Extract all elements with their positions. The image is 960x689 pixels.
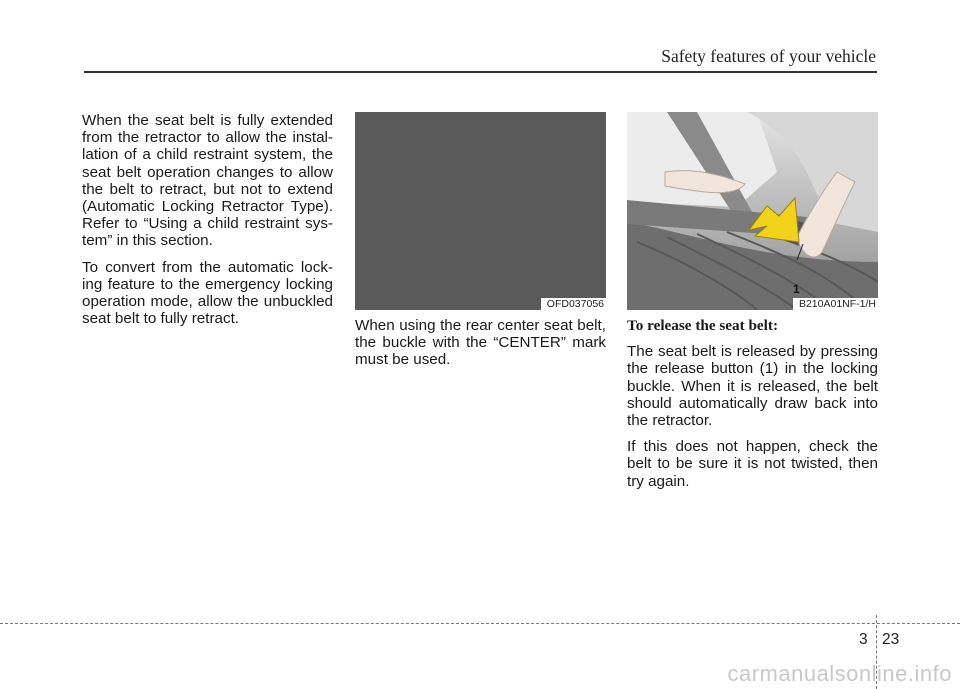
- figure-release-buckle-photo: [627, 112, 878, 310]
- paragraph-convert-mode: To convert from the automatic lock-ing feature to the emergency locking operation mode, allow the unbuckled seat belt to fully retract.: [82, 258, 333, 328]
- text-column-3: [627, 112, 878, 499]
- seat-belt-photo-illustration: [627, 112, 878, 310]
- section-header-title: Safety features of your vehicle: [661, 46, 876, 66]
- paragraph-center-buckle: When using the rear center seat belt, the buckle with the “CENTER” mark must be used.: [355, 317, 606, 369]
- figure-code-label: B210A01NF-1/H: [793, 298, 878, 310]
- chapter-number: 3: [859, 631, 868, 648]
- figure-code-label: OFD037056: [541, 298, 606, 310]
- watermark-text: carmanualsonline.info: [727, 661, 952, 686]
- footer-rule: [0, 623, 960, 624]
- header-divider: [84, 71, 877, 73]
- page-number: 23: [882, 631, 900, 648]
- paragraph-check-twist: If this does not happen, check the belt to be sure it is not twisted, then try again.: [627, 438, 878, 490]
- text-column-1: [82, 112, 333, 336]
- subheading-release-belt: To release the seat belt:: [627, 317, 778, 334]
- text-column-2: [355, 112, 606, 378]
- paragraph-release-procedure: The seat belt is released by pressing the release button (1) in the locking buckle. When it is released, the belt should automatically draw back into the retractor.: [627, 343, 878, 430]
- paragraph-automatic-locking: When the seat belt is fully extended from the retractor to allow the instal-lation of a child restraint system, the seat belt operation changes to allow the belt to retract, but not to extend (Automatic Locking Retractor Type). Refer to “Using a child restraint sys-tem” in this section.: [82, 112, 333, 250]
- figure-rear-center-belt: [355, 112, 606, 310]
- callout-number: 1: [793, 282, 800, 296]
